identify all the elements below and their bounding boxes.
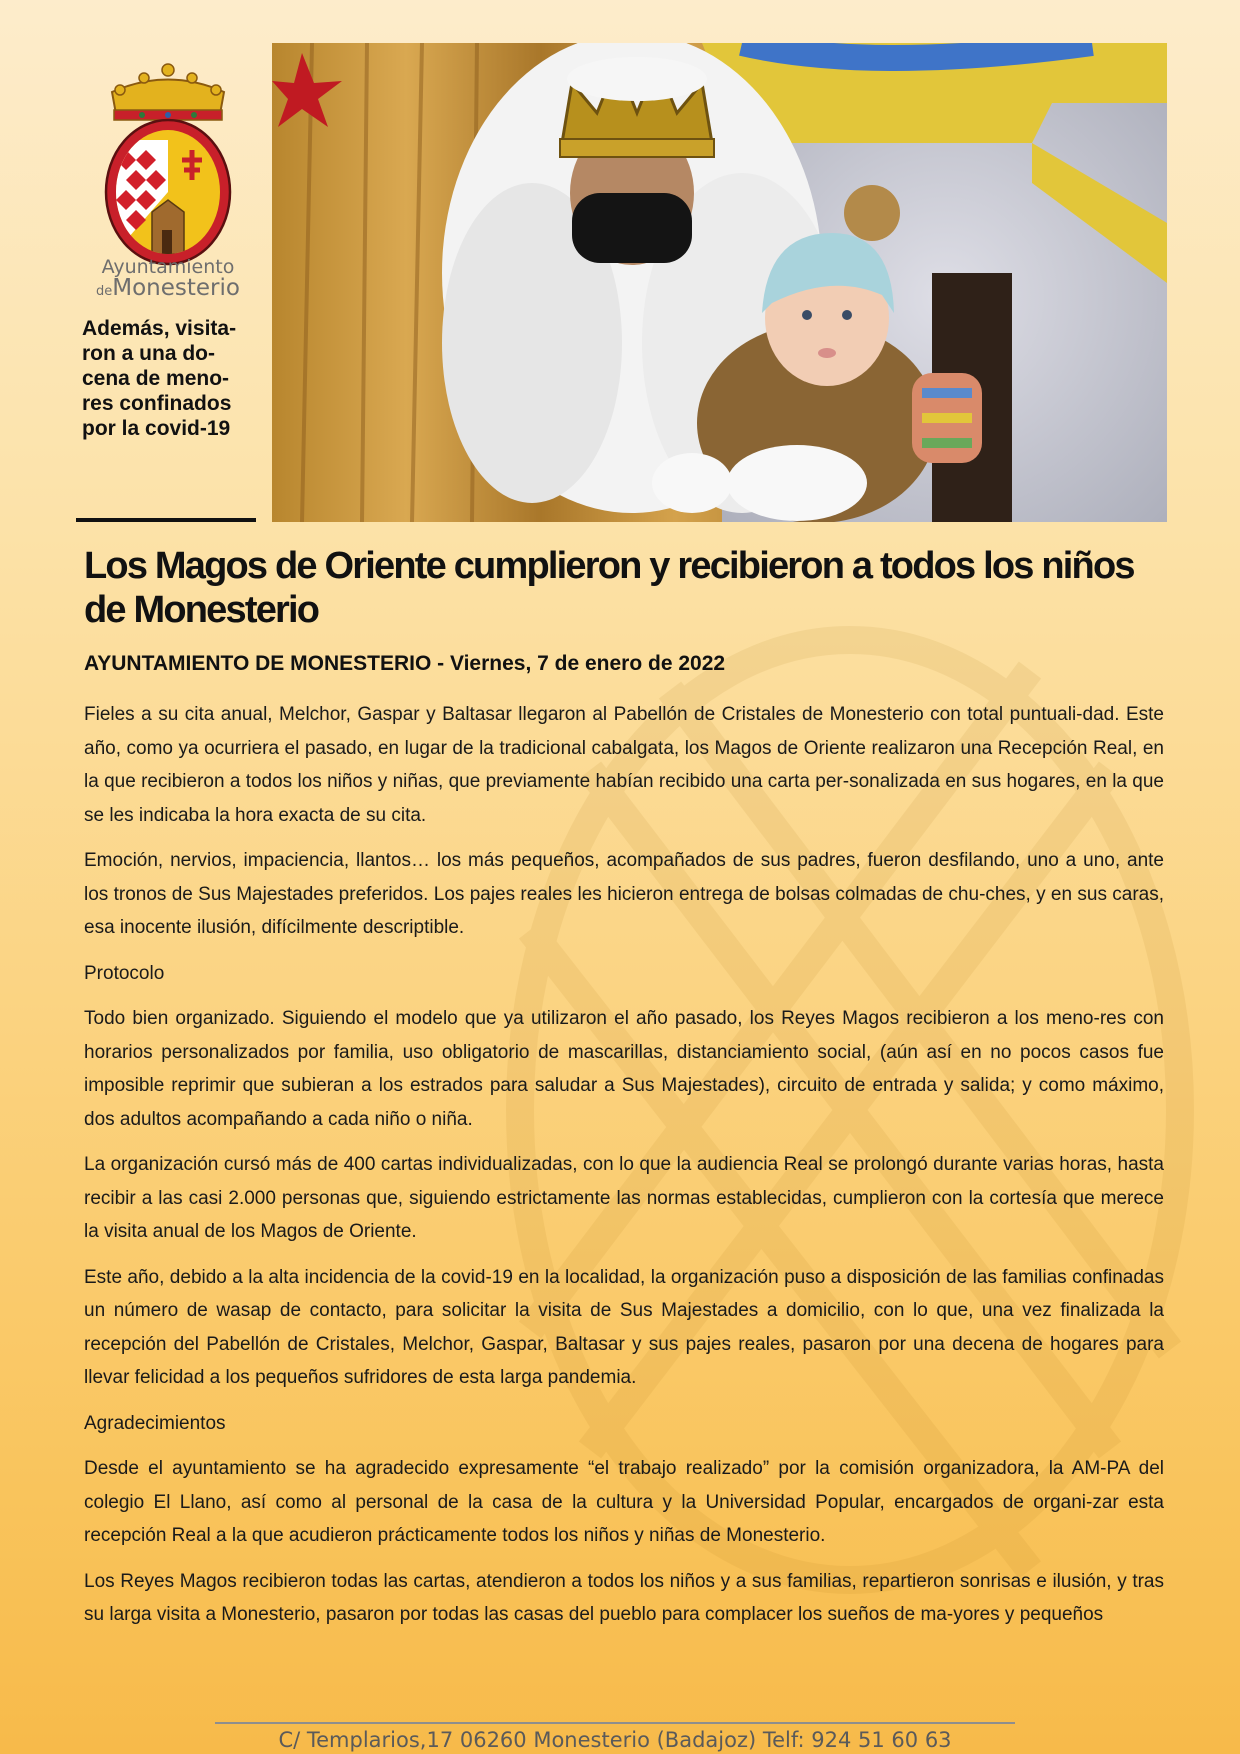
headline-line1: Los Magos de Oriente cumplieron y recibieron a todos los niños [84,545,1134,587]
article-body [84,698,1164,1644]
paragraph: Desde el ayuntamiento se ha agradecido expresamente “el trabajo realizado” por la comisión organizadora, la AM-PA del colegio El Llano, así como al personal de la casa de la cultura y la Universidad Popular, encargados de organi-zar esta recepción Real a la que acudieron prácticamente todos los niños y niñas de Monesterio. [84,1458,1164,1546]
logo-line2 [80,277,256,300]
sidebar-divider [76,518,256,522]
headline-line2: de Monesterio [84,589,319,631]
paragraph: Todo bien organizado. Siguiendo el modelo que ya utilizaron el año pasado, los Reyes Magos recibieron a los meno-res con horarios personalizados por familia, uso obligatorio de mascarillas, distanciamiento social, (aún así en no pocos casos fue imposible reprimir que subieran a los estrados para saludar a Sus Majestades), circuito de entrada y salida; y como máximo, dos adultos acompañando a cada niño o niña. [84,1008,1164,1130]
logo-text [80,258,256,300]
sidebar-caption-line: por la covid-19 [82,417,231,440]
article-headline [84,544,1174,632]
logo-line2-prefix: de [96,284,113,299]
section-subheading: Agradecimientos [84,1412,226,1434]
sidebar-caption-line: cena de meno- [82,367,230,390]
logo-line2-main: Monesterio [112,275,240,301]
sidebar-caption-line: res confinados [82,392,232,415]
logo-line1: Ayuntamiento [101,256,235,278]
paragraph: Emoción, nervios, impaciencia, llantos… los más pequeños, acompañados de sus padres, fueron desfilando, uno a uno, ante los tronos de Sus Majestades preferidos. Los pajes reales les hicieron entrega de bolsas colmadas de chu-ches, y en sus caras, esa inocente ilusión, difícilmente descriptible. [84,850,1164,938]
paragraph: Los Reyes Magos recibieron todas las cartas, atendieron a todos los niños y a sus familias, repartieron sonrisas e ilusión, y tras su larga visita a Monesterio, pasaron por todas las casas del pueblo para complacer los sueños de ma-yores y pequeños [84,1570,1164,1625]
paragraph: Este año, debido a la alta incidencia de la covid-19 en la localidad, la organización puso a disposición de las familias confinadas un número de wasap de contacto, para solicitar la visita de Sus Majestades a domicilio, con lo que, una vez finalizada la recepción del Pabellón de Cristales, Melchor, Gaspar, Baltasar y sus pajes reales, pasaron por una decena de hogares para llevar felicidad a los pequeños sufridores de esta larga pandemia. [84,1266,1164,1388]
paragraph: Fieles a su cita anual, Melchor, Gaspar y Baltasar llegaron al Pabellón de Cristales de Monesterio con total puntuali-dad. Este año, como ya ocurriera el pasado, en lugar de la tradicional cabalgata, los Magos de Oriente realizaron una Recepción Real, en la que recibieron a todos los niños y niñas, que previamente habían recibido una carta per-sonalizada en sus hogares, en la que se les indicaba la hora exacta de su cita. [84,704,1164,826]
footer-address: C/ Templarios,17 06260 Monesterio (Badajoz) Telf: 924 51 60 63 [278,1728,952,1752]
crown-icon [112,64,224,120]
article-byline: AYUNTAMIENTO DE MONESTERIO - Viernes, 7 de enero de 2022 [84,652,726,675]
section-subheading: Protocolo [84,962,165,984]
sidebar-caption-line: Además, visita- [82,317,237,340]
shield-icon [106,120,230,264]
photo-king-with-baby [272,43,1167,522]
footer-divider [215,1722,1015,1724]
sidebar-caption-line: ron a una do- [82,342,215,365]
sidebar-caption [82,316,262,441]
article-photo [272,43,1167,522]
paragraph: La organización cursó más de 400 cartas individualizadas, con lo que la audiencia Real se prolongó durante varias horas, hasta recibir a las casi 2.000 personas que, siguiendo estrictamente las normas establecidas, cumplieron con la cortesía que merece la visita anual de los Magos de Oriente. [84,1154,1164,1242]
